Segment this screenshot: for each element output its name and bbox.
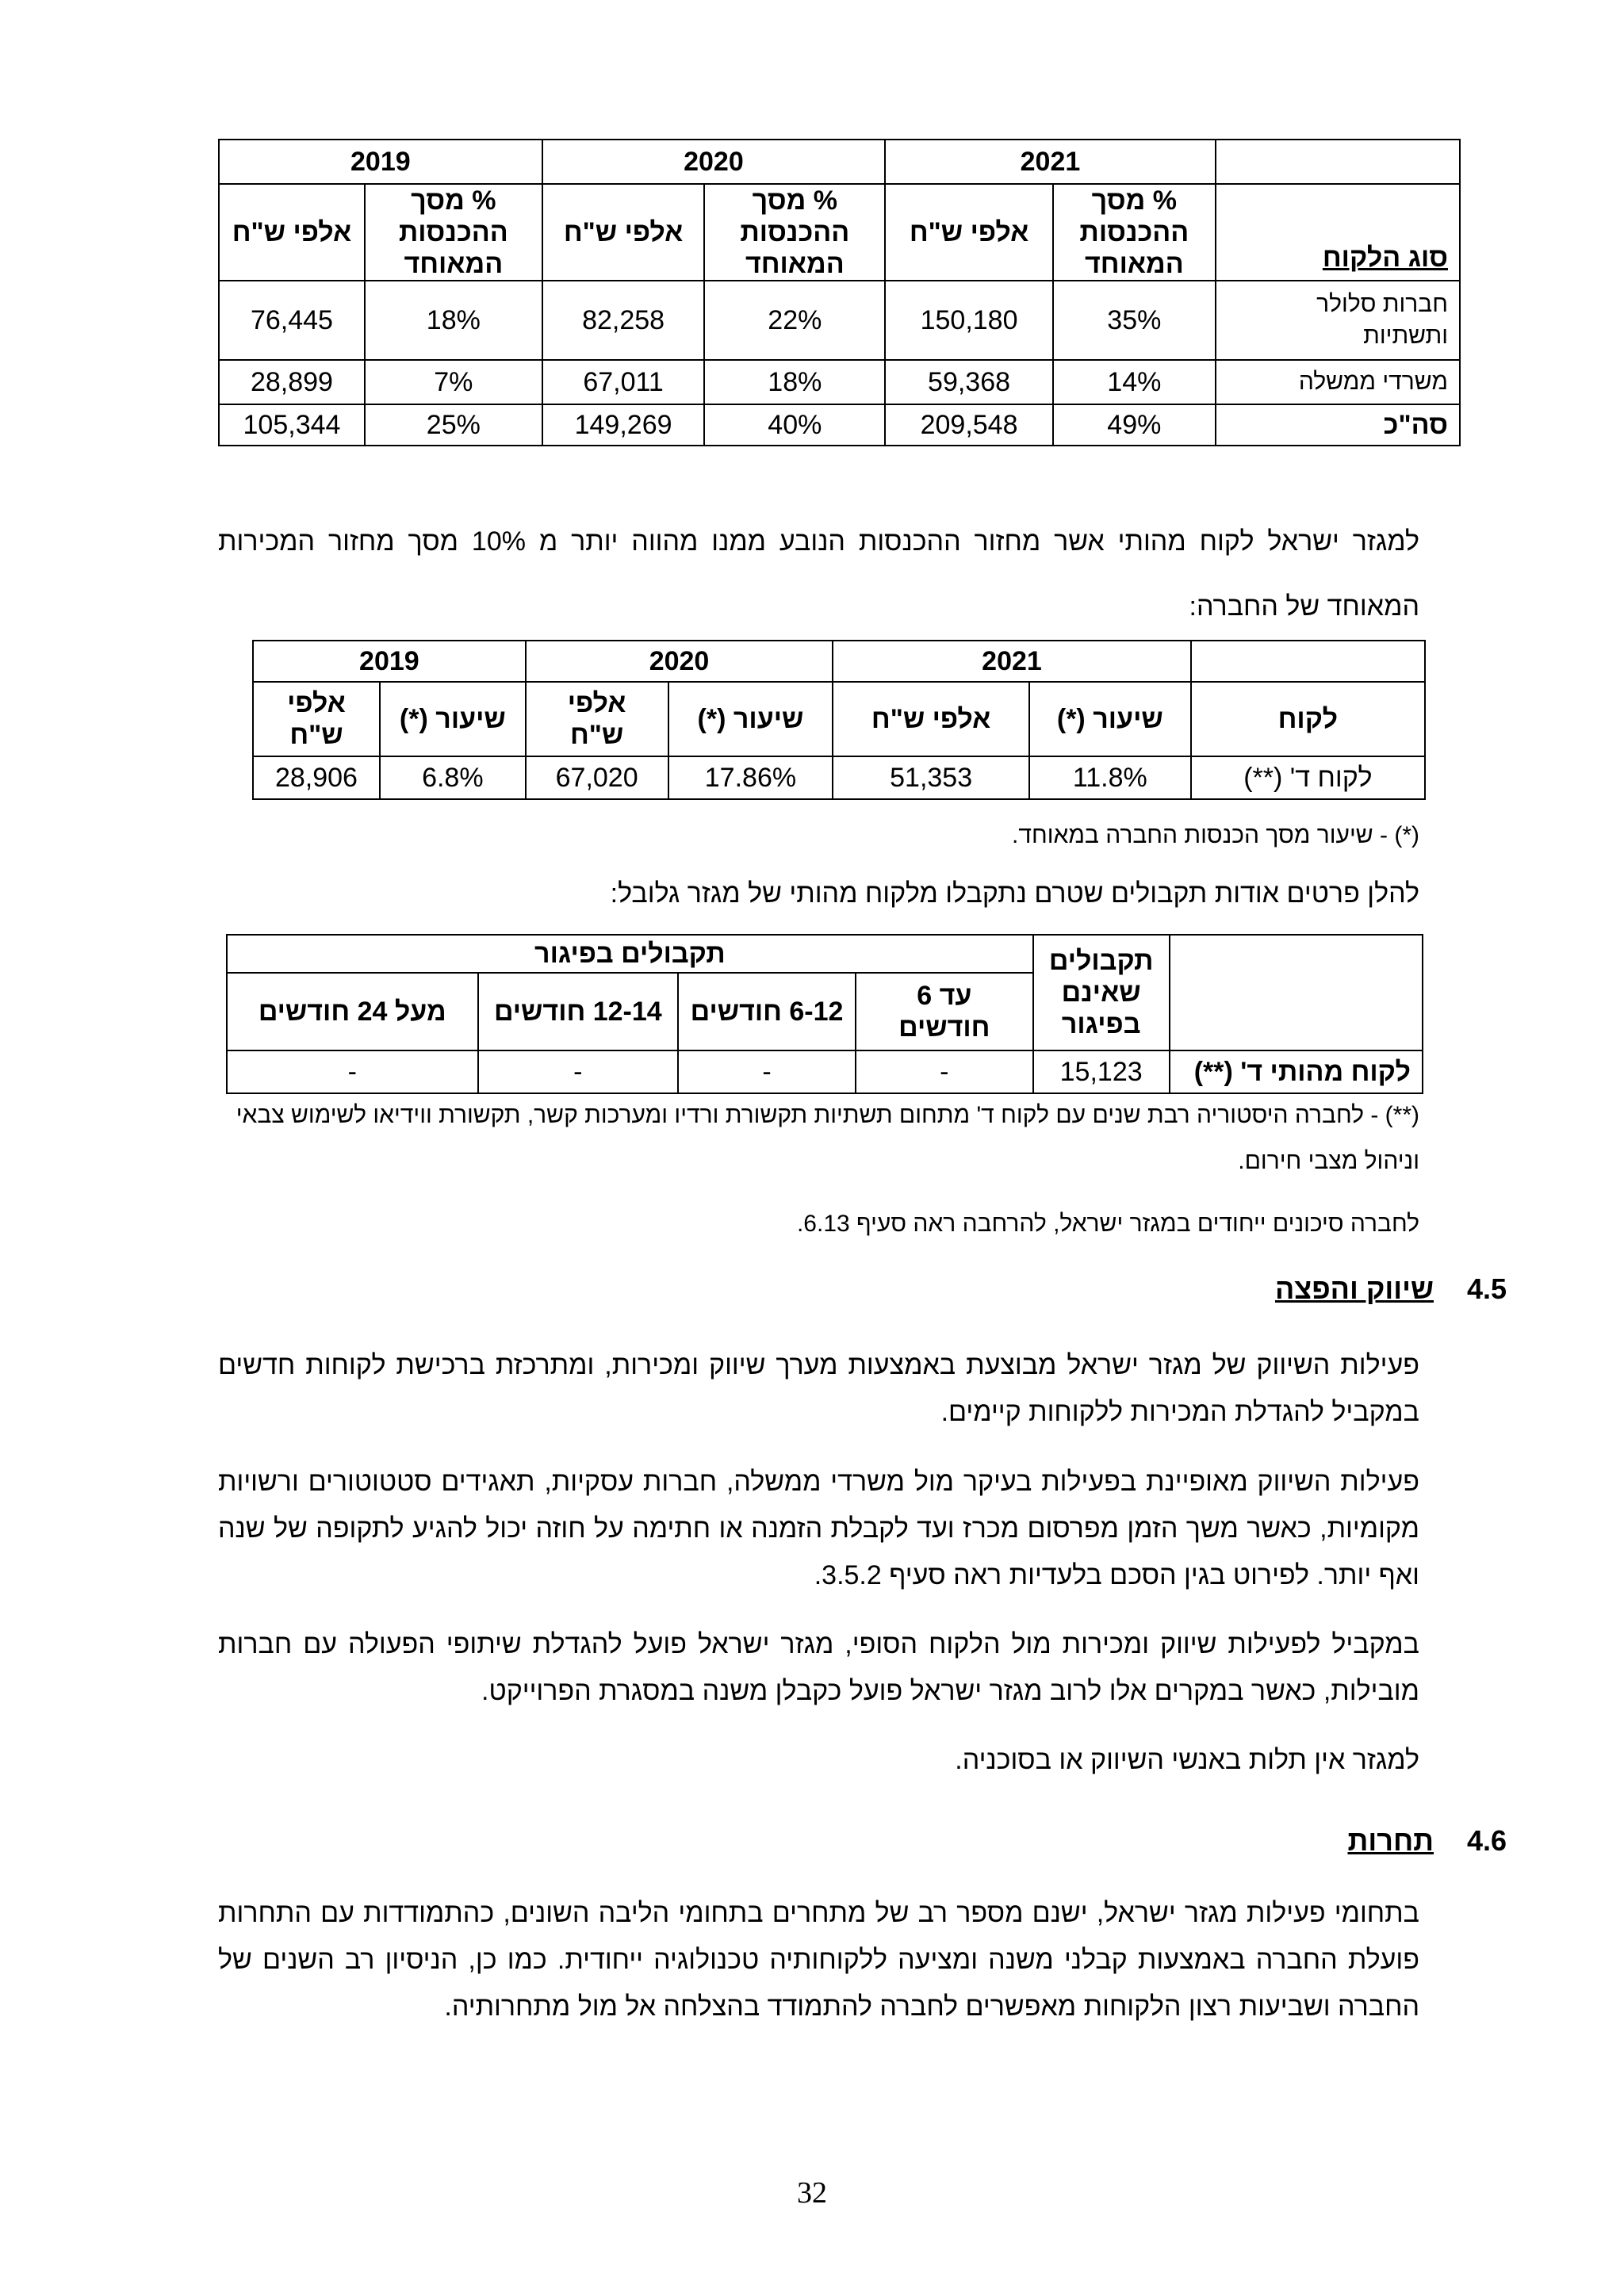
section-heading [1269,1824,1507,1864]
cell: 51,353 [833,756,1029,799]
customer-type-table [218,139,1461,446]
cell: 11.8% [1029,756,1191,799]
amount-header: אלפי ש"ח [885,184,1053,281]
table-row-total [219,404,1460,446]
cell: 14% [1053,360,1216,404]
amount-header: אלפי ש"ח [542,184,705,281]
paragraph [218,1621,1419,1715]
bucket-header: 12-14 חודשים [478,973,679,1050]
table-row [227,1050,1423,1093]
cell: - [856,1050,1033,1093]
page-number: 32 [797,2176,827,2210]
year-2019: 2019 [219,140,542,184]
cell: 22% [704,281,885,360]
rate-header: שיעור (*) [668,682,833,756]
cell: 150,180 [885,281,1053,360]
bucket-header: 6-12 חודשים [678,973,856,1050]
cell: 209,548 [885,404,1053,446]
paragraph-text: במקביל לפעילות שיווק ומכירות מול הלקוח הסופי, מגזר ישראל פועל להגדלת שיתופי הפעולה עם חברות מובילות, כאשר במקרים אלו לרוב מגזר ישראל פועל כקבלן משנה במסגרת הפרוייקט. [218,1629,1419,1706]
paragraph [218,1890,1419,2030]
year-2021: 2021 [885,140,1216,184]
year-2019: 2019 [253,641,526,682]
receivables-table [226,934,1423,1094]
footnote: לחברה סיכונים ייחודים במגזר ישראל, להרחבה ראה סעיף 6.13. [796,1211,1419,1237]
cell: - [227,1050,478,1093]
footnote: (**) - לחברה היסטוריה רבת שנים עם לקוח ד' מתחום תשתיות תקשורת ורדיו ומערכות קשר, תקשורת ווידיאו לשימוש צבאי וניהול מצבי חירום. [236,1102,1419,1174]
paragraph [218,1342,1419,1436]
rate-header: שיעור (*) [380,682,526,756]
pct-header: % מסך ההכנסות המאוחד [1053,184,1216,281]
paragraph [218,1459,1419,1599]
cell: 18% [365,281,542,360]
section-number: 4.5 [1466,1272,1507,1305]
cell: 28,899 [219,360,365,404]
paragraph-text: פעילות השיווק של מגזר ישראל מבוצעת באמצעות מערך שיווק ומכירות, ומתרכזת ברכישת לקוחות חדשים במקביל להגדלת המכירות ללקוחות קיימים. [218,1350,1419,1427]
major-customer-table [252,640,1426,800]
cell: 35% [1053,281,1216,360]
row-header: סוג הלקוח [1322,243,1448,273]
cell: 59,368 [885,360,1053,404]
paragraph-text: בתחומי פעילות מגזר ישראל, ישנם מספר רב של מתחרים בתחומי הליבה השונים, כהתמודדות עם התחרות פועלת החברה באמצעות קבלני משנה ומציעה ללקוחותיה טכנולוגיה ייחודית. כמו כן, הניסיון רב השנים של החברה ושביעות רצון הלקוחות מאפשרים לחברה להתמודד בהצלחה אל מול מתחרותיה. [218,1898,1419,2022]
year-2020: 2020 [526,641,833,682]
table-row [219,281,1460,360]
cell: 18% [704,360,885,404]
bucket-header: עד 6 חודשים [856,973,1033,1050]
cell: 49% [1053,404,1216,446]
row-label: חברות סלולר ותשתיות [1216,281,1460,360]
cell: 15,123 [1033,1050,1170,1093]
cell: 67,011 [542,360,705,404]
paragraph [218,871,1419,917]
section-title: תחרות [1347,1824,1434,1857]
row-label: סה"כ [1216,404,1460,446]
paragraph [218,1737,1419,1784]
row-label: לקוח מהותי ד' (**) [1170,1050,1423,1093]
table-row [253,756,1425,799]
section-heading [1269,1272,1507,1312]
pct-header: % מסך ההכנסות המאוחד [365,184,542,281]
paragraph [218,509,1419,639]
section-title: שיווק והפצה [1274,1272,1434,1305]
row-header: לקוח [1191,682,1425,756]
cell: 7% [365,360,542,404]
not-late-header: תקבולים שאינם בפיגור [1033,935,1170,1050]
paragraph-text: למגזר ישראל לקוח מהותי אשר מחזור ההכנסות הנובע ממנו מהווה יותר מ 10% מסך מחזור המכירות המאוחד של החברה: [218,526,1419,622]
empty-header-cell [1216,140,1460,184]
section-number: 4.6 [1466,1824,1507,1857]
late-header: תקבולים בפיגור [227,935,1033,973]
paragraph-text: פעילות השיווק מאופיינת בפעילות בעיקר מול משרדי ממשלה, חברות עסקיות, תאגידים סטטוטורים ורשויות מקומיות, כאשר משך הזמן מפרסום מכרז ועד לקבלת הזמנה או חתימה על חוזה יכול להגיע לתקופה של שנה ואף יותר. לפירוט בגין הסכם בלעדיות ראה סעיף 3.5.2. [218,1467,1419,1590]
amount-header: אלפי ש"ח [219,184,365,281]
cell: - [478,1050,679,1093]
empty-header-cell [1191,641,1425,682]
amount-header: אלפי ש"ח [833,682,1029,756]
cell: 76,445 [219,281,365,360]
cell: 40% [704,404,885,446]
footnote: (*) - שיעור מסך הכנסות החברה במאוחד. [1011,822,1419,848]
amount-header: אלפי ש"ח [253,682,380,756]
pct-header: % מסך ההכנסות המאוחד [704,184,885,281]
cell: 67,020 [526,756,668,799]
year-2021: 2021 [833,641,1190,682]
cell: 105,344 [219,404,365,446]
empty-header-cell [1170,935,1423,1050]
cell: 28,906 [253,756,380,799]
paragraph-text: להלן פרטים אודות תקבולים שטרם נתקבלו מלקוח מהותי של מגזר גלובל: [610,878,1419,909]
cell: 6.8% [380,756,526,799]
row-label: לקוח ד' (**) [1191,756,1425,799]
row-label: משרדי ממשלה [1216,360,1460,404]
year-2020: 2020 [542,140,886,184]
cell: 17.86% [668,756,833,799]
paragraph-text: למגזר אין תלות באנשי השיווק או בסוכניה. [955,1745,1419,1775]
table-row [219,360,1460,404]
bucket-header: מעל 24 חודשים [227,973,478,1050]
rate-header: שיעור (*) [1029,682,1191,756]
amount-header: אלפי ש"ח [526,682,668,756]
cell: 82,258 [542,281,705,360]
cell: 25% [365,404,542,446]
cell: 149,269 [542,404,705,446]
cell: - [678,1050,856,1093]
